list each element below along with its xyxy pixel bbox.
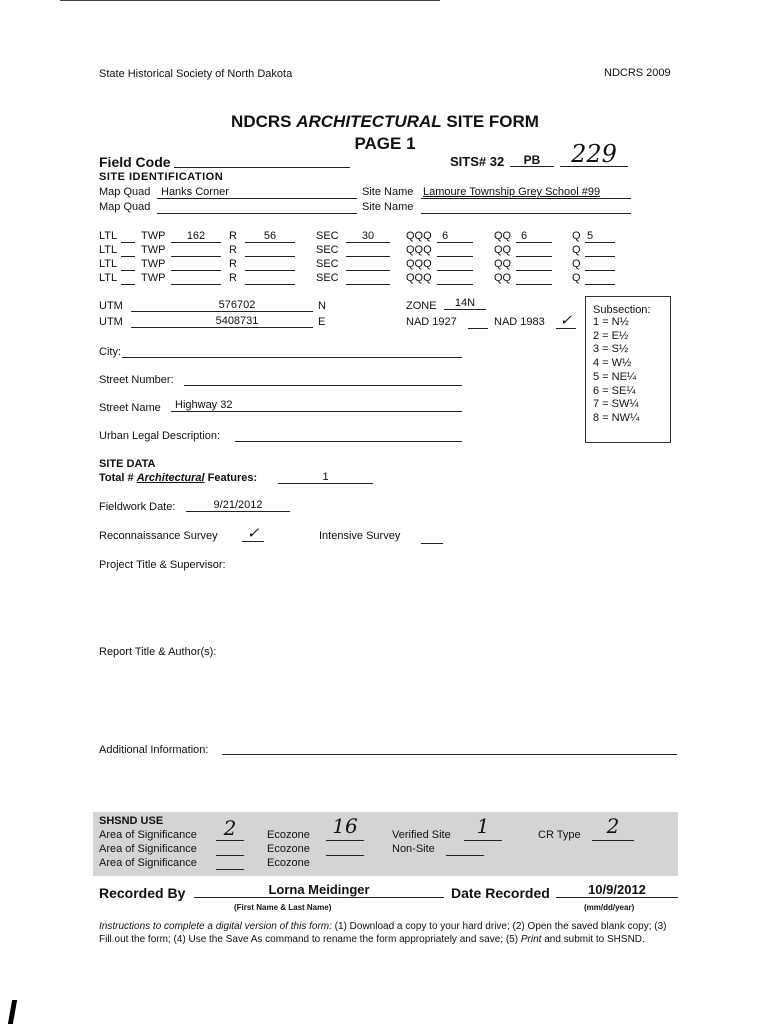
instructions-italic-end: Print: [520, 934, 542, 945]
qq-label-4: QQ: [494, 272, 512, 284]
intensive-survey-label: Intensive Survey: [319, 530, 401, 542]
instructions: [99, 920, 674, 946]
sec-value: 30: [361, 230, 375, 242]
twp-value: 162: [186, 230, 206, 242]
twp-field-1[interactable]: [171, 230, 221, 243]
org-name: State Historical Society of North Dakota: [99, 68, 293, 80]
sec-label-4: SEC: [316, 272, 339, 284]
area-significance-label-3: Area of Significance: [99, 857, 197, 869]
twp-label-4: TWP: [141, 272, 166, 284]
zone-field[interactable]: [444, 297, 486, 310]
cr-type-field[interactable]: 2: [592, 814, 634, 841]
sits-label: SITS# 32: [450, 154, 505, 169]
twp-label-2: TWP: [141, 244, 166, 256]
map-quad-label-2: Map Quad: [99, 201, 151, 213]
site-name-label-2: Site Name: [362, 201, 414, 213]
twp-field-3[interactable]: [171, 258, 221, 271]
qqq-field-4[interactable]: [437, 272, 473, 285]
qq-field-1[interactable]: [516, 230, 552, 243]
recorded-by-caption: (First Name & Last Name): [234, 903, 332, 912]
scan-top-edge: [60, 0, 440, 1]
ecozone-field-2[interactable]: [326, 843, 364, 856]
r-label-1: R: [229, 230, 237, 242]
zone-label: ZONE: [406, 300, 437, 312]
additional-info-label: Additional Information:: [99, 744, 209, 756]
q-field-4[interactable]: [585, 272, 615, 285]
site-name-field-2[interactable]: [421, 201, 631, 214]
ecozone-label-2: Ecozone: [267, 843, 310, 855]
recorded-by-field[interactable]: [194, 882, 444, 898]
fieldwork-date-field[interactable]: [186, 499, 290, 512]
subsection-title: Subsection:: [593, 304, 651, 316]
street-number-field[interactable]: [184, 373, 462, 386]
utm-n-label: N: [318, 300, 326, 312]
twp-label-3: TWP: [141, 258, 166, 270]
recorded-by-value: Lorna Meidinger: [268, 882, 370, 897]
subsection-list: [586, 316, 670, 426]
additional-info-field[interactable]: [222, 742, 677, 755]
q-field-3[interactable]: [585, 258, 615, 271]
utm-label-2: UTM: [99, 316, 123, 328]
instructions-tail: and submit to SHSND.: [541, 934, 645, 945]
qq-label-1: QQ: [494, 230, 512, 242]
street-number-label: Street Number:: [99, 374, 174, 386]
sits-county-value: PB: [523, 153, 541, 167]
subsection-item: 5 = NE¼: [593, 370, 637, 383]
area-significance-field-1[interactable]: 2: [216, 816, 244, 841]
subsection-item: 1 = N½: [593, 316, 629, 328]
sits-number-field[interactable]: 229: [560, 140, 628, 167]
twp-field-2[interactable]: [171, 244, 221, 257]
ltl-label-1: LTL: [99, 230, 118, 242]
sec-field-3[interactable]: [346, 258, 390, 271]
qqq-value: 6: [442, 230, 449, 242]
r-label-4: R: [229, 272, 237, 284]
instructions-body: (1) Download a copy to your hard drive; (2) Open the saved blank copy; (3) Fill out the form; (4) Use the Save As command to rename the form appropriately and save; (5): [99, 921, 667, 945]
ltl-field-4[interactable]: [121, 272, 135, 285]
urban-legal-field[interactable]: [235, 429, 462, 442]
qqq-label-4: QQQ: [406, 272, 432, 284]
utm-e-label: E: [318, 316, 326, 328]
r-field-4[interactable]: [245, 272, 295, 285]
street-name-label: Street Name: [99, 402, 161, 414]
city-label: City:: [99, 346, 121, 358]
site-data-heading: SITE DATA: [99, 458, 156, 470]
total-label-italic: Architectural: [136, 472, 205, 484]
ltl-field-2[interactable]: [121, 244, 135, 257]
utm-northing-value: 5408731: [215, 315, 259, 327]
q-label-4: Q: [572, 272, 581, 284]
field-code-label: Field Code: [99, 154, 171, 170]
nad83-check[interactable]: ✓: [556, 311, 576, 329]
r-field-1[interactable]: [245, 230, 295, 243]
recorded-by-label: Recorded By: [99, 885, 186, 901]
total-label-pre: Total #: [99, 472, 137, 484]
subsection-item: 3 = S½: [593, 343, 629, 356]
subsection-item: 6 = SE¼: [593, 384, 636, 397]
street-name-value: Highway 32: [175, 399, 233, 411]
total-label-post: Features:: [204, 472, 258, 484]
ltl-label-4: LTL: [99, 272, 118, 284]
area-significance-label-1: Area of Significance: [99, 829, 197, 841]
q-value: 5: [587, 230, 594, 242]
total-features-label: [99, 472, 257, 484]
shsnd-heading: SHSND USE: [99, 815, 164, 827]
r-label-3: R: [229, 258, 237, 270]
utm-easting-field[interactable]: [131, 299, 313, 312]
qq-field-2[interactable]: [516, 244, 552, 257]
total-features-value: 1: [322, 471, 329, 483]
q-field-1[interactable]: [585, 230, 615, 243]
verified-site-label: Verified Site: [392, 829, 451, 841]
report-title-label: Report Title & Author(s):: [99, 646, 217, 658]
title-prefix: NDCRS: [231, 112, 297, 131]
project-title-label: Project Title & Supervisor:: [99, 559, 226, 571]
subsection-item: 4 = W½: [593, 357, 632, 370]
map-quad-field-2[interactable]: [157, 201, 357, 214]
fieldwork-date-label: Fieldwork Date:: [99, 501, 176, 513]
recon-survey-label: Reconnaissance Survey: [99, 530, 218, 542]
street-name-field[interactable]: [171, 399, 462, 412]
sec-field-4[interactable]: [346, 272, 390, 285]
qqq-field-1[interactable]: [437, 230, 473, 243]
map-quad-value: Hanks Corner: [161, 186, 229, 198]
city-field[interactable]: [122, 345, 462, 358]
instructions-italic-start: Instructions to complete a digital version of this form:: [99, 921, 332, 932]
sec-label-2: SEC: [316, 244, 339, 256]
r-field-2[interactable]: [245, 244, 295, 257]
verified-site-field[interactable]: 1: [464, 814, 502, 841]
urban-legal-label: Urban Legal Description:: [99, 430, 221, 442]
qqq-label-1: QQQ: [406, 230, 432, 242]
area-significance-label-2: Area of Significance: [99, 843, 197, 855]
map-quad-field-1[interactable]: [157, 186, 357, 199]
site-name-field-1[interactable]: [421, 186, 631, 199]
non-site-label: Non-Site: [392, 843, 435, 855]
date-recorded-field[interactable]: [556, 882, 678, 898]
title-italic: ARCHITECTURAL: [296, 112, 442, 131]
intensive-survey-field[interactable]: [421, 531, 443, 544]
qq-field-4[interactable]: [516, 272, 552, 285]
qqq-field-3[interactable]: [437, 258, 473, 271]
q-field-2[interactable]: [585, 244, 615, 257]
twp-label-1: TWP: [141, 230, 166, 242]
ltl-field-1[interactable]: [121, 230, 135, 243]
field-code-field[interactable]: [174, 155, 350, 168]
r-value: 56: [263, 230, 277, 242]
utm-northing-field[interactable]: [131, 315, 313, 328]
qq-label-3: QQ: [494, 258, 512, 270]
subsection-legend: [585, 296, 671, 443]
ltl-field-3[interactable]: [121, 258, 135, 271]
qq-label-2: QQ: [494, 244, 512, 256]
site-identification-heading: SITE IDENTIFICATION: [99, 171, 224, 183]
ecozone-field-1[interactable]: 16: [326, 814, 364, 841]
ecozone-label-1: Ecozone: [267, 829, 310, 841]
plss-grid: [99, 230, 639, 286]
zone-value: 14N: [454, 297, 476, 309]
q-label-2: Q: [572, 244, 581, 256]
twp-field-4[interactable]: [171, 272, 221, 285]
scan-edge-mark: [8, 1000, 17, 1024]
date-recorded-label: Date Recorded: [451, 885, 550, 901]
subsection-item: 2 = E½: [593, 329, 629, 342]
total-features-field[interactable]: [278, 471, 373, 484]
date-recorded-value: 10/9/2012: [588, 882, 646, 897]
q-label-3: Q: [572, 258, 581, 270]
qqq-label-3: QQQ: [406, 258, 432, 270]
qqq-field-2[interactable]: [437, 244, 473, 257]
r-field-3[interactable]: [245, 258, 295, 271]
fieldwork-date-value: 9/21/2012: [213, 499, 263, 511]
cr-type-label: CR Type: [538, 829, 581, 841]
sec-field-2[interactable]: [346, 244, 390, 257]
site-name-label-1: Site Name: [362, 186, 414, 198]
sec-label-1: SEC: [316, 230, 339, 242]
subsection-item: 8 = NW¼: [593, 411, 640, 424]
form-version: NDCRS 2009: [604, 67, 671, 79]
page-label: PAGE 1: [354, 134, 416, 153]
r-label-2: R: [229, 244, 237, 256]
map-quad-label-1: Map Quad: [99, 186, 151, 198]
form-title: [0, 112, 770, 132]
sec-field-1[interactable]: [346, 230, 390, 243]
subsection-item: 7 = SW¼: [593, 398, 639, 411]
recon-survey-check[interactable]: ✓: [242, 524, 264, 542]
ecozone-label-3: Ecozone: [267, 857, 310, 869]
sec-label-3: SEC: [316, 258, 339, 270]
qq-value: 6: [521, 230, 528, 242]
nad27-label: NAD 1927: [406, 316, 457, 328]
non-site-field[interactable]: [446, 843, 484, 856]
area-significance-field-3[interactable]: [216, 857, 244, 870]
title-suffix: SITE FORM: [441, 112, 539, 131]
q-label-1: Q: [572, 230, 581, 242]
area-significance-field-2[interactable]: [216, 843, 244, 856]
nad27-field[interactable]: [468, 316, 488, 329]
ltl-label-2: LTL: [99, 244, 118, 256]
nad83-label: NAD 1983: [494, 316, 545, 328]
qqq-label-2: QQQ: [406, 244, 432, 256]
site-name-value: Lamoure Township Grey School #99: [423, 186, 601, 198]
sits-county-field[interactable]: [510, 153, 554, 167]
utm-label-1: UTM: [99, 300, 123, 312]
utm-easting-value: 576702: [218, 299, 256, 311]
qq-field-3[interactable]: [516, 258, 552, 271]
date-recorded-caption: (mm/dd/year): [584, 903, 635, 912]
ltl-label-3: LTL: [99, 258, 118, 270]
